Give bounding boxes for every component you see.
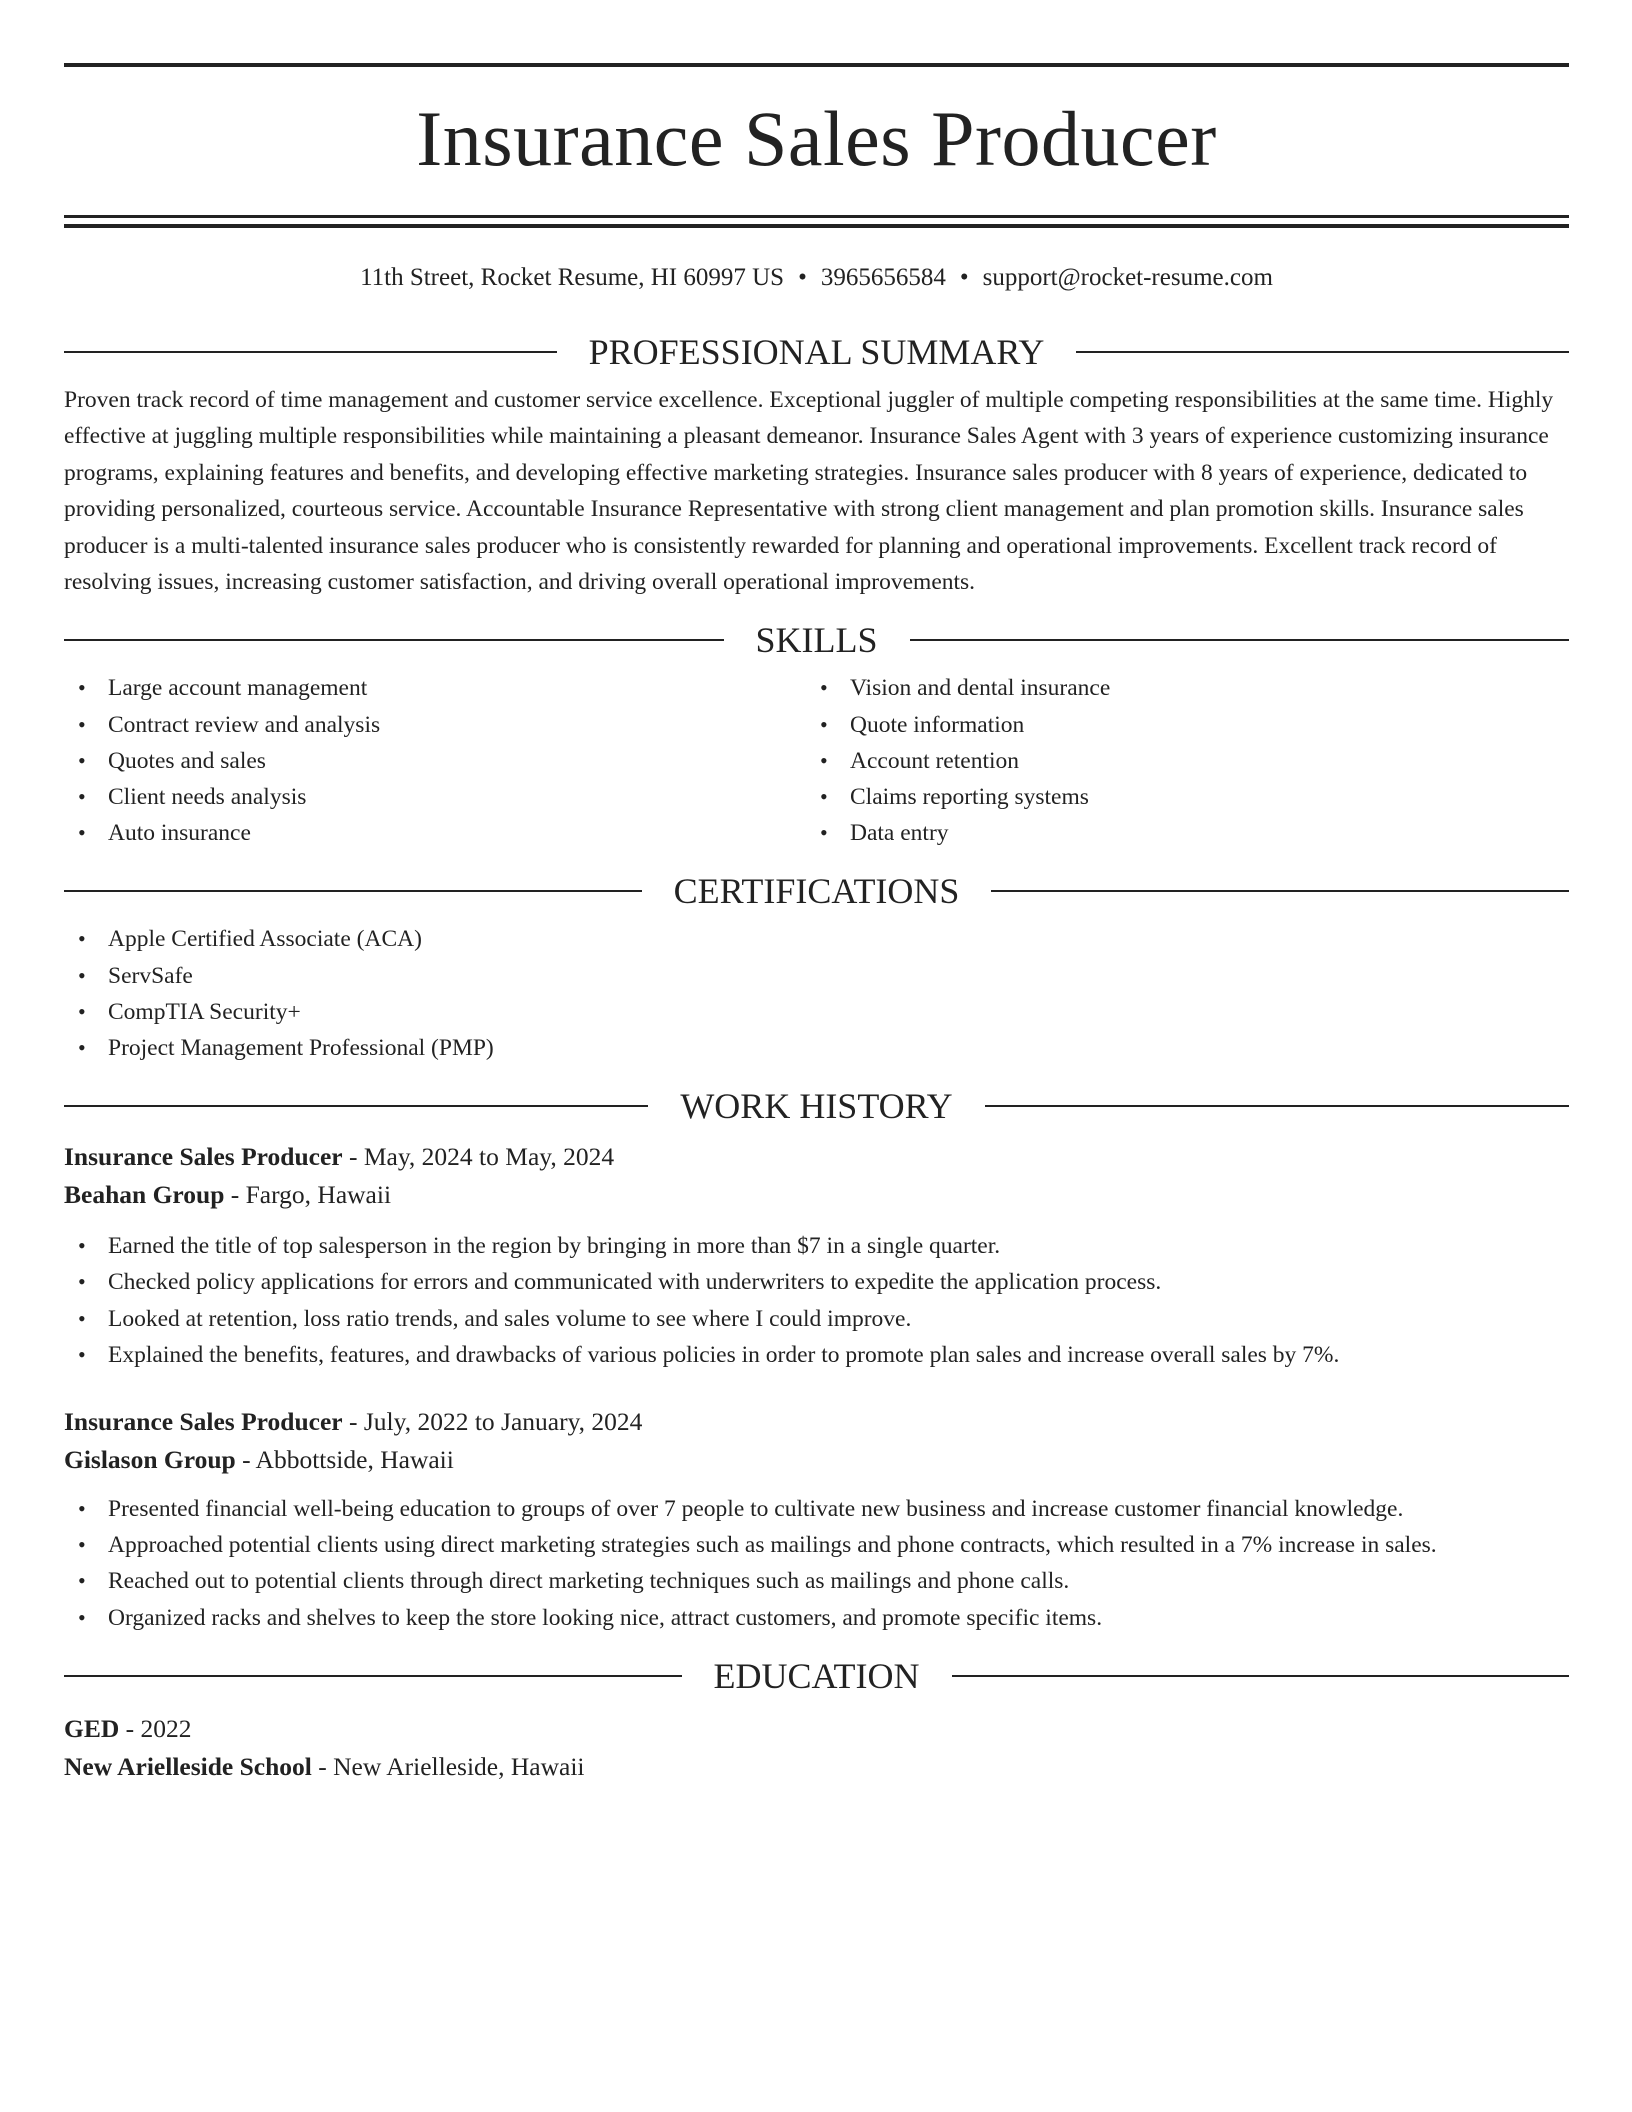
contact-line [64,262,1569,294]
contact-address: 11th Street, Rocket Resume, HI 60997 US [360,264,785,291]
list-item: • Reached out to potential clients through direct marketing techniques such as mailings and phone calls. [64,1563,1569,1599]
separator-dot: • [798,264,807,291]
education-section-heading [64,1654,1569,1698]
top-rule [64,63,1569,67]
job-title-line [64,1138,1569,1176]
title-double-rule [64,215,1569,228]
list-item: • Looked at retention, loss ratio trends, and sales volume to see where I could improve. [64,1301,1569,1337]
list-item: • Account retention [806,743,1548,779]
summary-heading: PROFESSIONAL SUMMARY [588,332,1045,372]
list-item: • Apple Certified Associate (ACA) [64,921,1569,957]
list-item: • Explained the benefits, features, and drawbacks of various policies in order to promote plan sales and increase overall sales by 7%. [64,1337,1569,1373]
job-company-line [64,1176,1569,1214]
job-company: Gislason Group [64,1445,236,1475]
job-title-line [64,1403,1569,1441]
list-item: • Vision and dental insurance [806,670,1548,706]
job-dates: - May, 2024 to May, 2024 [342,1142,615,1172]
contact-phone: 3965656584 [820,264,946,291]
education-year: - 2022 [119,1713,192,1743]
work-heading: WORK HISTORY [680,1086,953,1127]
education-heading: EDUCATION [713,1655,920,1696]
list-item: • Contract review and analysis [64,707,806,743]
job-title: Insurance Sales Producer [64,1142,343,1172]
education-school-line [64,1748,1569,1786]
job-dates: - July, 2022 to January, 2024 [342,1407,643,1437]
certifications-section-heading [64,869,1569,913]
skills-list-right [806,670,1548,851]
list-item: • Client needs analysis [64,779,806,815]
job-entry [64,1403,1569,1636]
job-entry [64,1138,1569,1373]
job-title: Insurance Sales Producer [64,1407,343,1437]
education-degree: GED [64,1713,120,1743]
job-company-line [64,1441,1569,1479]
education-entry [64,1710,1569,1786]
list-item: • Project Management Professional (PMP) [64,1030,1569,1066]
summary-section-heading [64,330,1569,374]
resume-page [64,0,1569,1786]
skills-section-heading [64,618,1569,662]
list-item: • ServSafe [64,958,1569,994]
list-item: • CompTIA Security+ [64,994,1569,1030]
list-item: • Earned the title of top salesperson in the region by bringing in more than $7 in a single quarter. [64,1228,1569,1264]
list-item: • Large account management [64,670,806,706]
work-section-heading [64,1084,1569,1128]
list-item: • Quote information [806,707,1548,743]
list-item: • Organized racks and shelves to keep the store looking nice, attract customers, and promote specific items. [64,1600,1569,1636]
list-item: • Auto insurance [64,815,806,851]
list-item: • Checked policy applications for errors and communicated with underwriters to expedite the application process. [64,1264,1569,1300]
job-company: Beahan Group [64,1180,225,1210]
separator-dot: • [959,264,969,291]
education-school: New Arielleside School [64,1751,312,1781]
skills-list-left [64,670,806,851]
education-degree-line [64,1710,1569,1748]
education-location: - New Arielleside, Hawaii [311,1751,585,1781]
summary-text: Proven track record of time management and customer service excellence. Exceptional juggler of multiple competing responsibilities at the same time. Highly effective at juggling multiple responsibilities while maintaining a pleasant demeanor. Insurance Sales Agent with 3 years of experience customizing insurance programs, explaining features and benefits, and developing effective marketing strategies. Insurance sales producer with 8 years of experience, dedicated to providing personalized, courteous service. Accountable Insurance Representative with strong client management and plan promotion skills. Insurance sales producer is a multi-talented insurance sales producer who is consistently rewarded for planning and operational improvements. Excellent track record of resolving issues, increasing customer satisfaction, and driving overall operational improvements. [64,387,1554,596]
list-item: • Approached potential clients using direct marketing strategies such as mailings and phone contracts, which resulted in a 7% increase in sales. [64,1527,1569,1563]
page-title: Insurance Sales Producer [416,95,1217,182]
certifications-heading: CERTIFICATIONS [673,871,960,912]
list-item: • Data entry [806,815,1548,851]
job-bullets [64,1491,1569,1636]
list-item: • Claims reporting systems [806,779,1548,815]
job-location: - Abbottside, Hawaii [235,1445,454,1475]
job-location: - Fargo, Hawaii [224,1180,392,1210]
contact-email[interactable]: support@rocket-resume.com [982,264,1273,291]
job-bullets [64,1228,1569,1373]
skills-columns [64,670,1569,851]
list-item: • Quotes and sales [64,743,806,779]
skills-heading: SKILLS [755,620,878,661]
certifications-list [64,921,1569,1066]
list-item: • Presented financial well-being education to groups of over 7 people to cultivate new business and increase customer financial knowledge. [64,1491,1569,1527]
